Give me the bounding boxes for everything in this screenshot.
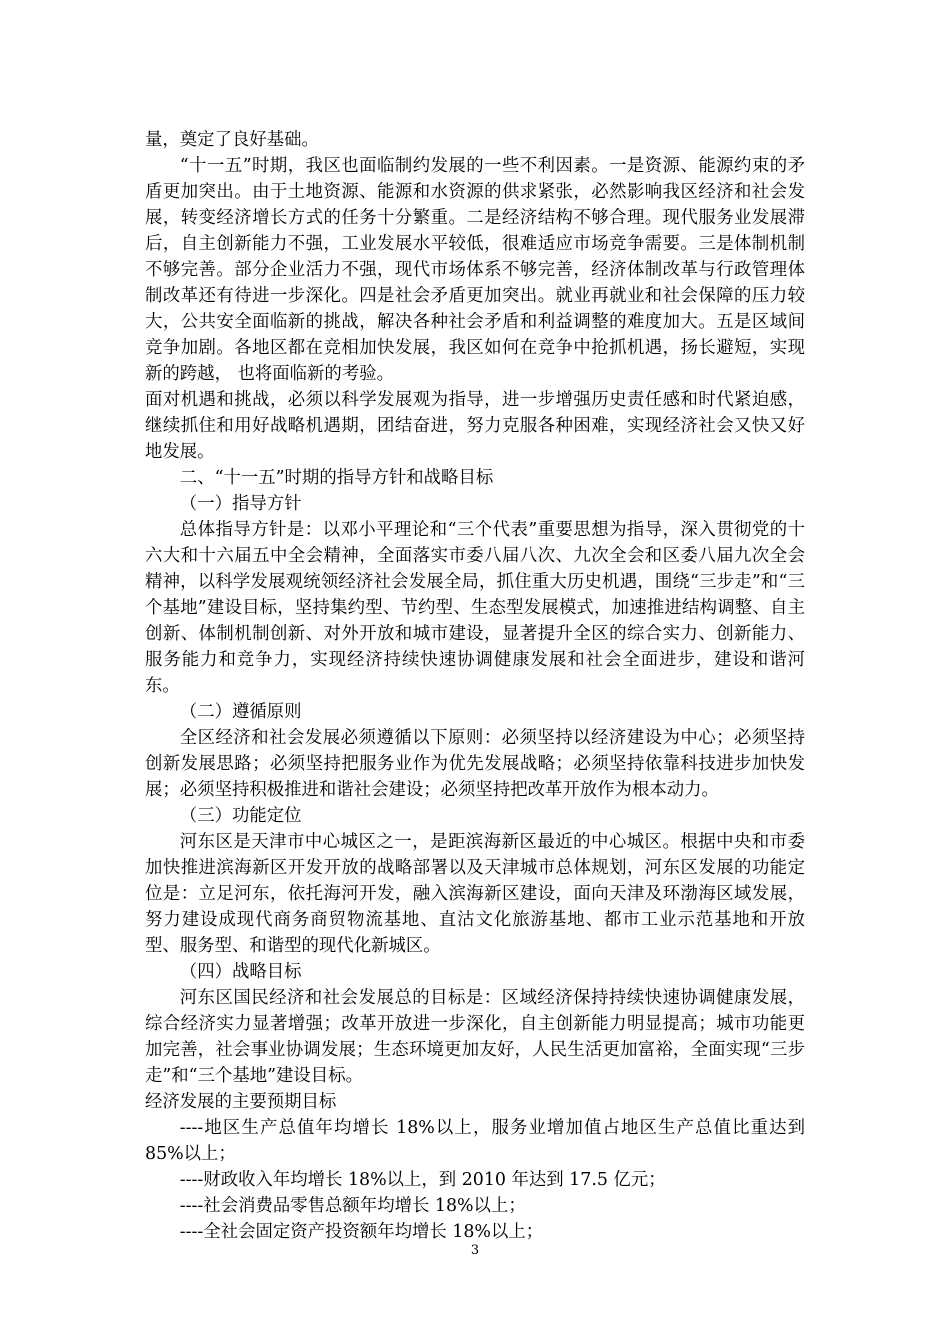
list-item: ----地区生产总值年均增长 18%以上，服务业增加值占地区生产总值比重达到 85%以上； xyxy=(145,1118,805,1164)
document-body xyxy=(145,127,805,1245)
section-heading: 二、“十一五”时期的指导方针和战略目标 xyxy=(179,468,494,488)
paragraph: 河东区是天津市中心城区之一，是距滨海新区最近的中心城区。根据中央和市委加快推进滨海新区开发开放的战略部署以及天津城市总体规划，河东区发展的功能定位是：立足河东，依托海河开发，融入滨海新区建设，面向天津及环渤海区域发展，努力建设成现代商务商贸物流基地、直沽文化旅游基地、都市工业示范基地和开放型、服务型、和谐型的现代化新城区。 xyxy=(145,832,805,956)
page-number: 3 xyxy=(470,1243,480,1258)
subsection-heading: （一）指导方针 xyxy=(179,494,302,514)
paragraph: 总体指导方针是：以邓小平理论和“三个代表”重要思想为指导，深入贯彻党的十六大和十六届五中全会精神，全面落实市委八届八次、九次全会和区委八届九次全会精神，以科学发展观统领经济社会发展全局，抓住重大历史机遇，围绕“三步走”和“三个基地”建设目标，坚持集约型、节约型、生态型发展模式，加速推进结构调整、自主创新、体制机制创新、对外开放和城市建设，显著提升全区的综合实力、创新能力、服务能力和竞争力，实现经济持续快速协调健康发展和社会全面进步，建设和谐河东。 xyxy=(145,520,805,696)
subsection-heading: （二）遵循原则 xyxy=(179,702,302,722)
paragraph: 全区经济和社会发展必须遵循以下原则：必须坚持以经济建设为中心；必须坚持创新发展思路；必须坚持把服务业作为优先发展战略；必须坚持依靠科技进步加快发展；必须坚持积极推进和谐社会建设；必须坚持把改革开放作为根本动力。 xyxy=(145,728,805,800)
list-item: ----财政收入年均增长 18%以上，到 2010 年达到 17.5 亿元； xyxy=(179,1170,666,1190)
list-heading: 经济发展的主要预期目标 xyxy=(145,1092,337,1112)
paragraph: 量，奠定了良好基础。 xyxy=(145,130,319,150)
list-item: ----全社会固定资产投资额年均增长 18%以上； xyxy=(179,1222,544,1242)
subsection-heading: （三）功能定位 xyxy=(179,806,302,826)
subsection-heading: （四）战略目标 xyxy=(179,962,302,982)
paragraph: 河东区国民经济和社会发展总的目标是：区域经济保持持续快速协调健康发展，综合经济实力显著增强；改革开放进一步深化，自主创新能力明显提高；城市功能更加完善，社会事业协调发展；生态环境更加友好，人民生活更加富裕，全面实现“三步走”和“三个基地”建设目标。 xyxy=(145,988,805,1086)
paragraph: “十一五”时期，我区也面临制约发展的一些不利因素。一是资源、能源约束的矛盾更加突出。由于土地资源、能源和水资源的供求紧张，必然影响我区经济和社会发展，转变经济增长方式的任务十分繁重。二是经济结构不够合理。现代服务业发展滞后，自主创新能力不强，工业发展水平较低，很难适应市场竞争需要。三是体制机制不够完善。部分企业活力不强，现代市场体系不够完善，经济体制改革与行政管理体制改革还有待进一步深化。四是社会矛盾更加突出。就业再就业和社会保障的压力较大，公共安全面临新的挑战，解决各种社会矛盾和利益调整的难度加大。五是区域间竞争加剧。各地区都在竞相加快发展，我区如何在竞争中抢抓机遇，扬长避短，实现新的跨越， 也将面临新的考验。 xyxy=(145,156,805,384)
paragraph: 面对机遇和挑战，必须以科学发展观为指导，进一步增强历史责任感和时代紧迫感，继续抓住和用好战略机遇期，团结奋进，努力克服各种困难，实现经济社会又快又好地发展。 xyxy=(145,390,805,462)
list-item: ----社会消费品零售总额年均增长 18%以上； xyxy=(179,1196,526,1216)
